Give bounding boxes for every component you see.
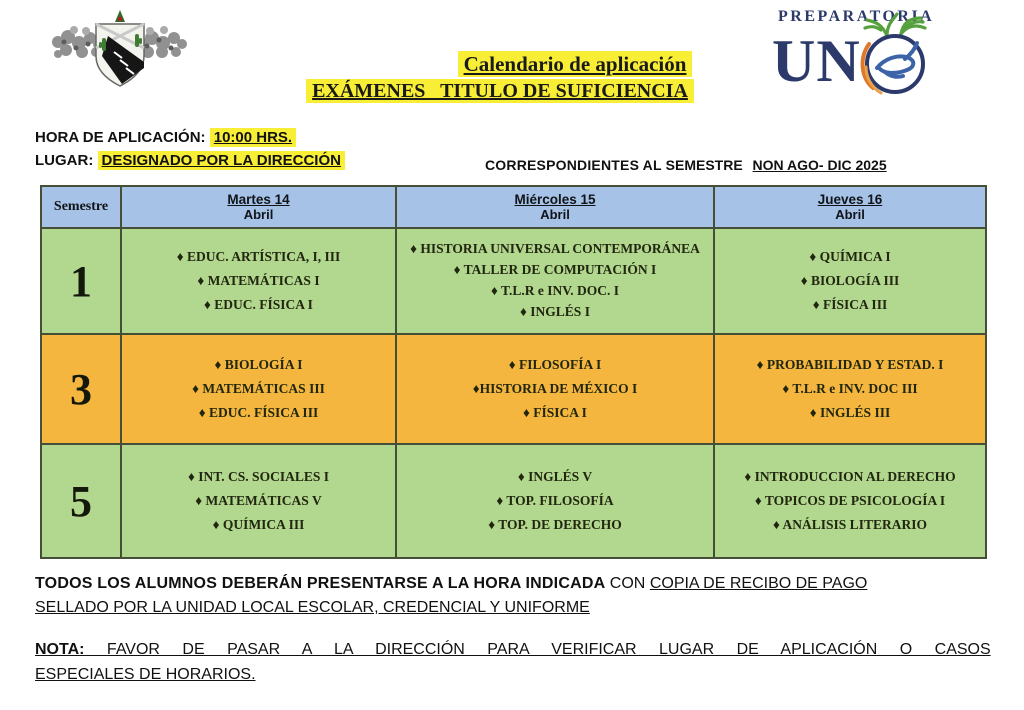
cell-sem1-thursday	[714, 228, 986, 334]
semester-number: 5	[41, 444, 121, 558]
schedule-row-semester-3	[41, 334, 986, 444]
semester-number: 1	[41, 228, 121, 334]
cell-sem3-tuesday	[121, 334, 396, 444]
attendance-bold-text: TODOS LOS ALUMNOS DEBERÁN PRESENTARSE A LA HORA INDICADA	[35, 575, 606, 592]
cell-sem1-wednesday	[396, 228, 714, 334]
cell-sem5-wednesday	[396, 444, 714, 558]
subject-item: ♦ INTRODUCCION AL DERECHO	[744, 468, 956, 484]
logo-wordmark-top: PREPARATORIA	[778, 8, 935, 25]
subject-item: ♦ ANÁLISIS LITERARIO	[773, 517, 927, 533]
subject-item: ♦HISTORIA DE MÉXICO I	[472, 380, 638, 396]
document-title-block	[230, 52, 770, 103]
semester-term-line	[485, 157, 887, 173]
attendance-underlined-1: COPIA DE RECIBO DE PAGO	[649, 575, 868, 592]
subject-item: ♦ EDUC. FÍSICA III	[198, 405, 319, 421]
subject-item: ♦ EDUC. ARTÍSTICA, I, III	[176, 248, 341, 264]
subject-item: ♦ TOP. DE DERECHO	[488, 517, 622, 533]
lugar-value: DESIGNADO POR LA DIRECCIÓN	[98, 151, 345, 170]
attendance-connector: CON	[609, 575, 646, 592]
exam-schedule-table	[40, 185, 987, 559]
subject-item: ♦ INGLÉS III	[809, 405, 891, 421]
subject-item: ♦ TALLER DE COMPUTACIÓN I	[453, 262, 657, 278]
subject-item: ♦ INT. CS. SOCIALES I	[188, 468, 329, 484]
subject-item: ♦ INGLÉS V	[517, 468, 593, 484]
subject-item: ♦ PROBABILIDAD Y ESTAD. I	[756, 356, 944, 372]
schedule-row-semester-5	[41, 444, 986, 558]
subject-item: ♦ EDUC. FÍSICA I	[204, 297, 313, 313]
cell-sem3-wednesday	[396, 334, 714, 444]
subject-item: ♦ FILOSOFÍA I	[508, 356, 602, 372]
subject-item: ♦ BIOLOGÍA I	[214, 356, 303, 372]
corr-semestre: SEMESTRE	[665, 157, 743, 173]
subject-item: ♦ FÍSICA I	[523, 405, 587, 421]
logo-wordmark-main: UN	[772, 28, 861, 94]
attendance-instructions	[35, 572, 993, 620]
hora-value: 10:00 HRS.	[210, 128, 296, 147]
subject-item: ♦ MATEMÁTICAS V	[195, 492, 322, 508]
location-line	[35, 152, 345, 169]
subject-item: ♦ TOP. FILOSOFÍA	[496, 492, 614, 508]
subject-item: ♦ MATEMÁTICAS III	[192, 380, 325, 396]
day-header-thursday: Jueves 16 Abril	[714, 186, 986, 228]
lugar-label: LUGAR:	[35, 152, 94, 169]
subject-item: ♦ T.L.R e INV. DOC. I	[490, 283, 620, 298]
title-line-2: EXÁMENES TITULO DE SUFICIENCIA	[306, 79, 694, 103]
subject-item: ♦ HISTORIA UNIVERSAL CONTEMPORÁNEA	[410, 241, 700, 257]
day-header-tuesday: Martes 14 Abril	[121, 186, 396, 228]
university-crest-icon	[52, 4, 188, 96]
nota-text-line-1: FAVOR DE PASAR A LA DIRECCIÓN PARA VERIFICAR LUGAR DE APLICACIÓN O CASOS	[106, 641, 991, 658]
semester-column-header: Semestre	[41, 186, 121, 228]
subject-item: ♦ QUÍMICA I	[809, 248, 891, 264]
schedule-header-row	[41, 186, 986, 228]
title-line-1: Calendario de aplicación	[458, 51, 693, 77]
cell-sem5-tuesday	[121, 444, 396, 558]
subject-item: ♦ QUÍMICA III	[212, 517, 305, 533]
cell-sem5-thursday	[714, 444, 986, 558]
hora-label: HORA DE APLICACIÓN:	[35, 129, 206, 146]
subject-item: ♦ BIOLOGÍA III	[800, 272, 900, 288]
application-time-line	[35, 129, 296, 146]
attendance-underlined-2: SELLADO POR LA UNIDAD LOCAL ESCOLAR, CREDENCIAL Y UNIFORME	[35, 599, 590, 616]
corr-prefix: CORRESPONDIENTES AL	[485, 157, 662, 173]
nota-paragraph	[35, 638, 993, 688]
subject-item: ♦ FÍSICA III	[812, 297, 888, 313]
cell-sem1-tuesday	[121, 228, 396, 334]
schedule-row-semester-1	[41, 228, 986, 334]
cell-sem3-thursday	[714, 334, 986, 444]
corr-term-value: NON AGO- DIC 2025	[752, 157, 887, 173]
subject-item: ♦ INGLÉS I	[520, 303, 590, 319]
preparatoria-uno-logo	[772, 8, 1022, 94]
subject-item: ♦ MATEMÁTICAS I	[197, 272, 320, 288]
subject-item: ♦ TOPICOS DE PSICOLOGÍA I	[754, 492, 946, 508]
day-header-wednesday: Miércoles 15 Abril	[396, 186, 714, 228]
nota-label: NOTA:	[35, 641, 85, 658]
deer-emblem-icon	[855, 12, 937, 98]
subject-item: ♦ T.L.R e INV. DOC III	[782, 380, 918, 396]
semester-number: 3	[41, 334, 121, 444]
nota-text-line-2: ESPECIALES DE HORARIOS.	[35, 665, 256, 683]
